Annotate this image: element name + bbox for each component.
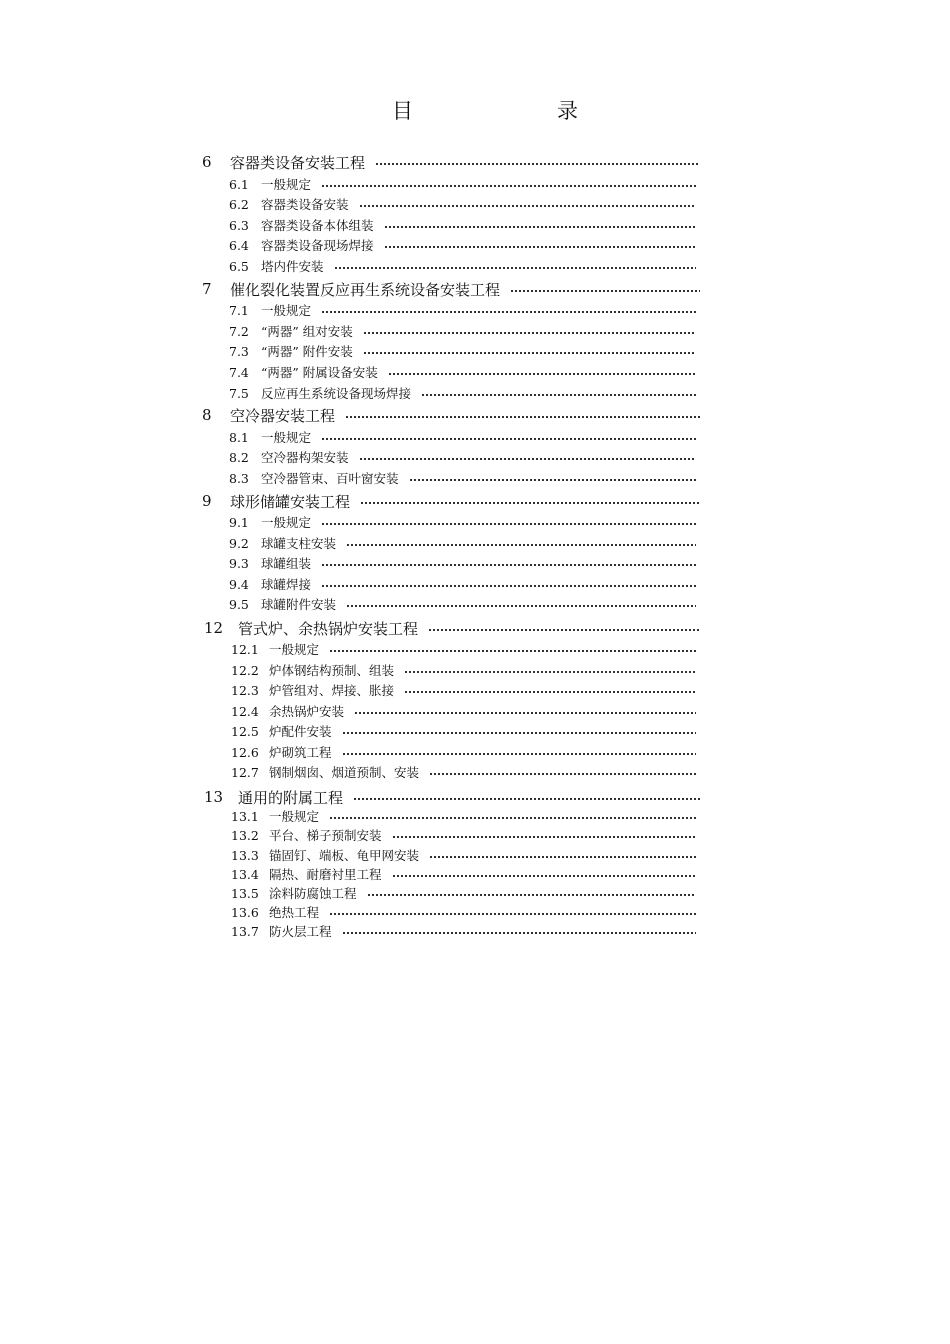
toc-chapter-entry bbox=[202, 279, 700, 299]
toc-entry-label: 塔内件安装 bbox=[261, 259, 324, 274]
toc-entry-label: 一般规定 bbox=[261, 515, 312, 530]
toc-entry-label: “两器” 组对安装 bbox=[261, 324, 353, 339]
toc-entry-number: 9.1 bbox=[229, 514, 249, 530]
toc-chapter-entry bbox=[202, 491, 700, 511]
dot-leader bbox=[421, 393, 696, 397]
toc-entry-number: 6.4 bbox=[229, 237, 249, 253]
toc-entry-number: 9.3 bbox=[229, 555, 249, 571]
toc-entry-label: 容器类设备安装 bbox=[261, 197, 349, 212]
toc-entry-label: 通用的附属工程 bbox=[238, 788, 344, 807]
toc-entry-number: 13.6 bbox=[231, 904, 259, 920]
dot-leader bbox=[321, 584, 696, 588]
toc-entry-label: 一般规定 bbox=[261, 303, 312, 318]
toc-section-entry bbox=[229, 448, 696, 466]
toc-section-entry bbox=[229, 216, 696, 234]
toc-entry-number: 7.5 bbox=[229, 385, 249, 401]
toc-section-entry bbox=[231, 681, 696, 699]
toc-entry-number: 7.4 bbox=[229, 364, 249, 380]
dot-leader bbox=[342, 931, 696, 935]
toc-section-entry bbox=[231, 846, 696, 864]
dot-leader bbox=[429, 855, 696, 859]
toc-entry-label: 钢制烟囱、烟道预制、安装 bbox=[269, 765, 420, 780]
toc-entry-number: 7.2 bbox=[229, 323, 249, 339]
toc-section-entry bbox=[229, 384, 696, 402]
dot-leader bbox=[384, 225, 696, 229]
toc-title bbox=[0, 96, 950, 126]
dot-leader bbox=[354, 711, 696, 715]
toc-entry-label: 一般规定 bbox=[261, 430, 312, 445]
toc-section-entry bbox=[231, 922, 696, 940]
toc-entry-label: “两器” 附件安装 bbox=[261, 344, 353, 359]
dot-leader bbox=[329, 912, 696, 916]
toc-entry-number: 8.2 bbox=[229, 449, 249, 465]
dot-leader bbox=[321, 563, 696, 567]
dot-leader bbox=[321, 437, 696, 441]
toc-section-entry bbox=[229, 322, 696, 340]
dot-leader bbox=[353, 797, 700, 801]
dot-leader bbox=[359, 457, 696, 461]
toc-entry-number: 13 bbox=[204, 788, 224, 806]
toc-section-entry bbox=[229, 469, 696, 487]
toc-entry-label: 球罐焊接 bbox=[261, 577, 312, 592]
toc-entry-number: 12.5 bbox=[231, 723, 259, 739]
dot-leader bbox=[404, 670, 696, 674]
toc-entry-number: 9 bbox=[202, 492, 212, 510]
toc-entry-number: 7.1 bbox=[229, 302, 249, 318]
toc-entry-label: 锚固钉、端板、龟甲网安装 bbox=[269, 848, 420, 863]
toc-chapter-entry bbox=[202, 405, 700, 425]
dot-leader bbox=[329, 816, 696, 820]
toc-title-right: 录 bbox=[557, 99, 578, 123]
toc-entry-number: 8.3 bbox=[229, 470, 249, 486]
toc-chapter-entry bbox=[202, 152, 700, 172]
toc-entry-number: 8.1 bbox=[229, 429, 249, 445]
dot-leader bbox=[342, 752, 696, 756]
toc-entry-number: 13.4 bbox=[231, 866, 259, 882]
toc-chapter-entry bbox=[204, 618, 700, 638]
dot-leader bbox=[342, 731, 696, 735]
toc-section-entry bbox=[231, 903, 696, 921]
toc-section-entry bbox=[229, 236, 696, 254]
toc-entry-label: 空冷器构架安装 bbox=[261, 450, 349, 465]
toc-entry-label: 空冷器管束、百叶窗安装 bbox=[261, 471, 399, 486]
dot-leader bbox=[404, 690, 696, 694]
dot-leader bbox=[334, 266, 696, 270]
toc-entry-label: 一般规定 bbox=[269, 642, 320, 657]
toc-entry-number: 13.3 bbox=[231, 847, 259, 863]
toc-entry-label: 空冷器安装工程 bbox=[230, 406, 336, 425]
dot-leader bbox=[360, 501, 700, 505]
toc-entry-number: 12.1 bbox=[231, 641, 259, 657]
toc-entry-label: 球罐附件安装 bbox=[261, 597, 337, 612]
toc-section-entry bbox=[231, 640, 696, 658]
toc-entry-label: 容器类设备本体组装 bbox=[261, 218, 374, 233]
toc-entry-label: 容器类设备安装工程 bbox=[230, 153, 366, 172]
toc-section-entry bbox=[231, 743, 696, 761]
toc-entry-label: 平台、梯子预制安装 bbox=[269, 828, 382, 843]
toc-entry-label: 反应再生系统设备现场焊接 bbox=[261, 386, 412, 401]
toc-entry-number: 13.2 bbox=[231, 827, 259, 843]
toc-entry-number: 13.7 bbox=[231, 923, 259, 939]
toc-section-entry bbox=[229, 513, 696, 531]
toc-section-entry bbox=[229, 363, 696, 381]
toc-chapter-entry bbox=[204, 787, 700, 807]
toc-entry-label: 炉配件安装 bbox=[269, 724, 332, 739]
dot-leader bbox=[321, 522, 696, 526]
toc-section-entry bbox=[229, 428, 696, 446]
dot-leader bbox=[346, 543, 696, 547]
toc-section-entry bbox=[229, 342, 696, 360]
toc-entry-label: 隔热、耐磨衬里工程 bbox=[269, 867, 382, 882]
dot-leader bbox=[363, 331, 696, 335]
toc-entry-number: 6.5 bbox=[229, 258, 249, 274]
toc-entry-label: 催化裂化装置反应再生系统设备安装工程 bbox=[230, 280, 501, 299]
toc-entry-number: 9.4 bbox=[229, 576, 249, 592]
dot-leader bbox=[375, 162, 700, 166]
toc-section-entry bbox=[231, 702, 696, 720]
dot-leader bbox=[428, 628, 700, 632]
dot-leader bbox=[388, 372, 696, 376]
toc-entry-label: 炉管组对、焊接、胀接 bbox=[269, 683, 395, 698]
toc-entry-label: 余热锅炉安装 bbox=[269, 704, 345, 719]
toc-section-entry bbox=[231, 865, 696, 883]
toc-entry-label: “两器” 附属设备安装 bbox=[261, 365, 378, 380]
dot-leader bbox=[409, 478, 696, 482]
toc-entry-label: 防火层工程 bbox=[269, 924, 332, 939]
dot-leader bbox=[367, 893, 696, 897]
dot-leader bbox=[392, 874, 696, 878]
toc-entry-number: 12.7 bbox=[231, 764, 259, 780]
toc-entry-label: 绝热工程 bbox=[269, 905, 320, 920]
dot-leader bbox=[321, 184, 696, 188]
toc-entry-label: 炉体钢结构预制、组装 bbox=[269, 663, 395, 678]
toc-title-left: 目 bbox=[392, 99, 413, 123]
toc-entry-number: 9.2 bbox=[229, 535, 249, 551]
toc-entry-number: 6.2 bbox=[229, 196, 249, 212]
toc-entry-label: 一般规定 bbox=[269, 809, 320, 824]
toc-section-entry bbox=[229, 195, 696, 213]
toc-entry-label: 一般规定 bbox=[261, 177, 312, 192]
toc-entry-number: 6.1 bbox=[229, 176, 249, 192]
toc-entry-number: 12.2 bbox=[231, 662, 259, 678]
toc-entry-number: 12.3 bbox=[231, 682, 259, 698]
toc-section-entry bbox=[229, 301, 696, 319]
dot-leader bbox=[346, 604, 696, 608]
toc-entry-number: 12.4 bbox=[231, 703, 259, 719]
dot-leader bbox=[321, 310, 696, 314]
toc-section-entry bbox=[229, 575, 696, 593]
toc-entry-number: 13.1 bbox=[231, 808, 259, 824]
toc-entry-number: 7 bbox=[202, 280, 212, 298]
toc-entry-label: 球罐组装 bbox=[261, 556, 312, 571]
toc-entry-label: 球形储罐安装工程 bbox=[230, 492, 351, 511]
dot-leader bbox=[510, 289, 700, 293]
toc-section-entry bbox=[229, 257, 696, 275]
toc-entry-number: 7.3 bbox=[229, 343, 249, 359]
toc-entry-number: 9.5 bbox=[229, 596, 249, 612]
dot-leader bbox=[384, 245, 696, 249]
toc-section-entry bbox=[229, 534, 696, 552]
dot-leader bbox=[363, 351, 696, 355]
toc-section-entry bbox=[231, 722, 696, 740]
toc-section-entry bbox=[229, 175, 696, 193]
toc-entry-label: 球罐支柱安装 bbox=[261, 536, 337, 551]
toc-section-entry bbox=[229, 595, 696, 613]
dot-leader bbox=[345, 415, 700, 419]
dot-leader bbox=[392, 835, 696, 839]
toc-section-entry bbox=[229, 554, 696, 572]
toc-entry-label: 涂料防腐蚀工程 bbox=[269, 886, 357, 901]
toc-section-entry bbox=[231, 661, 696, 679]
toc-entry-number: 12 bbox=[204, 619, 224, 637]
toc-entry-number: 13.5 bbox=[231, 885, 259, 901]
toc-entry-number: 6 bbox=[202, 153, 212, 171]
toc-entry-label: 管式炉、余热锅炉安装工程 bbox=[238, 619, 419, 638]
toc-entry-label: 炉砌筑工程 bbox=[269, 745, 332, 760]
toc-entry-number: 8 bbox=[202, 406, 212, 424]
toc-section-entry bbox=[231, 826, 696, 844]
toc-section-entry bbox=[231, 763, 696, 781]
dot-leader bbox=[329, 649, 696, 653]
toc-entry-number: 12.6 bbox=[231, 744, 259, 760]
toc-entry-label: 容器类设备现场焊接 bbox=[261, 238, 374, 253]
dot-leader bbox=[429, 772, 696, 776]
toc-section-entry bbox=[231, 884, 696, 902]
toc-entry-number: 6.3 bbox=[229, 217, 249, 233]
toc-section-entry bbox=[231, 807, 696, 825]
dot-leader bbox=[359, 204, 696, 208]
